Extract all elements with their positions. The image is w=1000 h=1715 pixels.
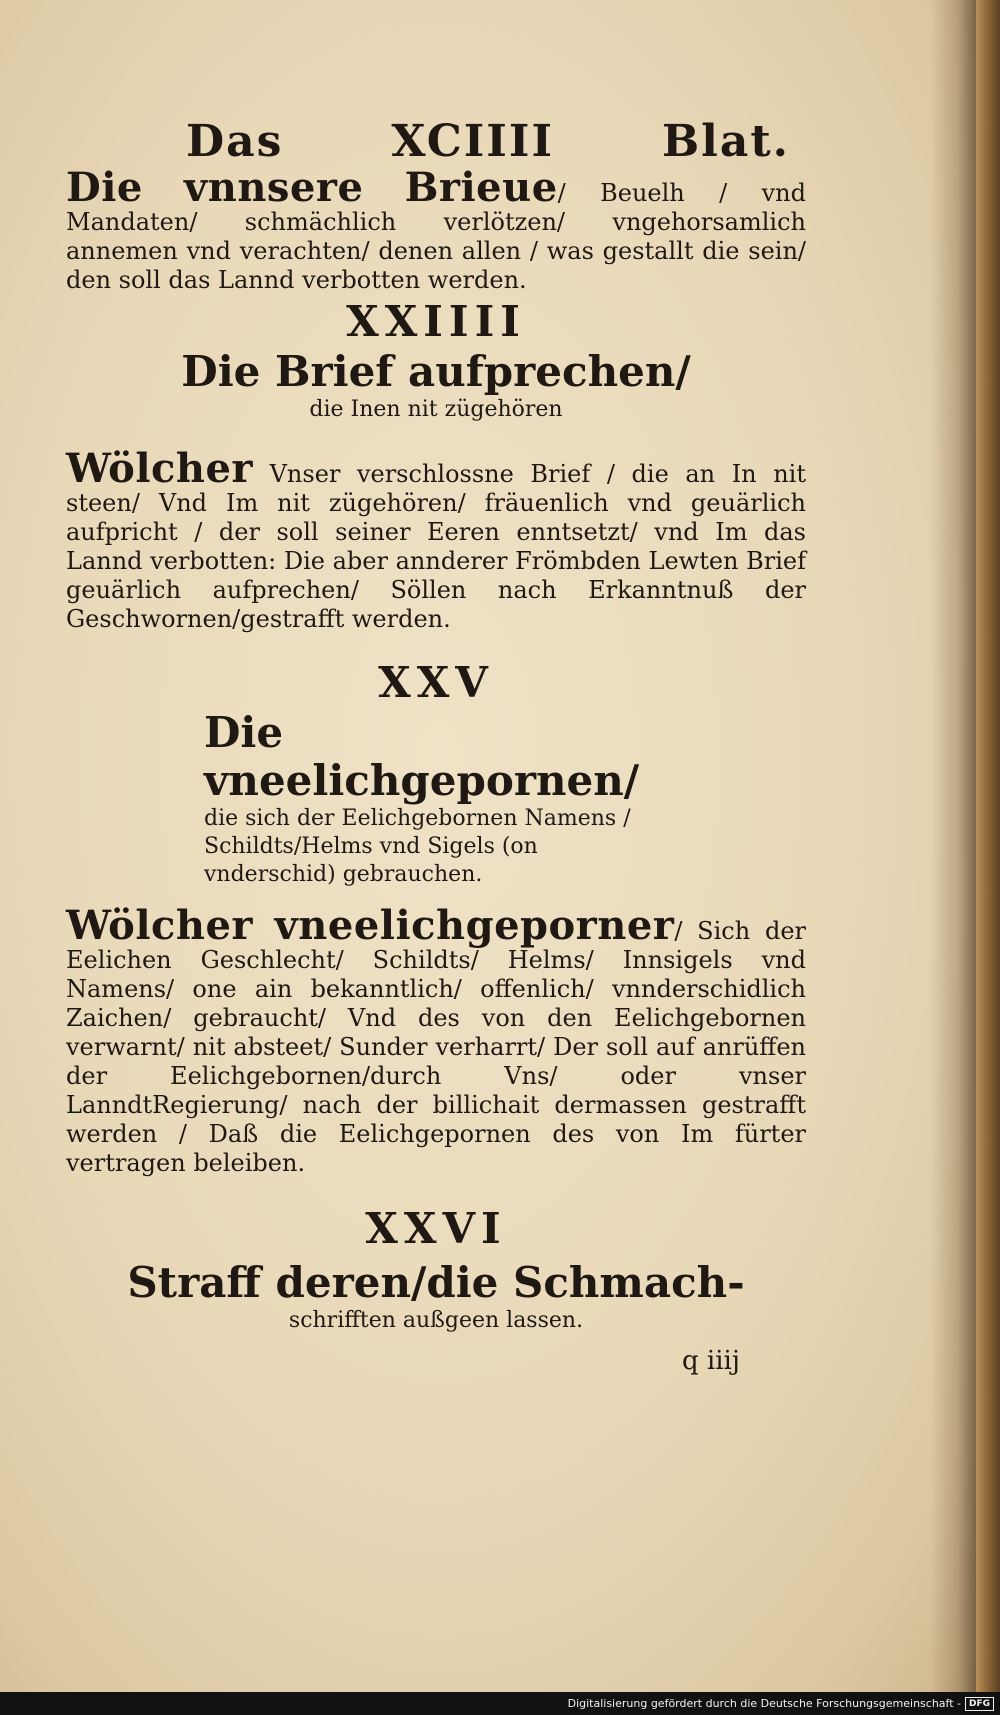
running-header (186, 116, 790, 167)
dfg-logo: DFG (965, 1697, 994, 1711)
section-subtitle-24: die Inen nit zügehören (309, 397, 563, 422)
section-number-24: XXIIII (346, 297, 526, 346)
section-heading-25 (204, 709, 674, 889)
section-number-25: XXV (378, 658, 494, 707)
header-right: Blat. (661, 116, 790, 167)
footer-credit: Digitalisierung gefördert durch die Deutsche Forschungsgemeinschaft - (567, 1697, 961, 1710)
paragraph-text: Vnser verschlossne Brief / die an In nit steen/ Vnd Im nit zügehören/ fräuenlich vnd geuärlich aufpricht / der soll seiner Eeren enntsetzt/ vnd Im das Lannd verbotten: Die aber annderer Frömbden Lewten Brief geuärlich aufprechen/ Söllen nach Erkanntnuß der Geschwornen/gestrafft werden. (66, 460, 806, 633)
page-gutter-shadow (930, 0, 976, 1692)
section-title-25: Die vneelichgepornen/ (204, 708, 640, 805)
section-title-26: Straff deren/die Schmach- (127, 1258, 745, 1307)
digitization-footer (0, 1692, 1000, 1715)
section-title-24: Die Brief aufprechen/ (181, 347, 691, 396)
paragraph-text: / Beuelh / vnd Mandaten/ schmächlich verlötzen/ vngehorsamlich annemen vnd verachten/ denen allen / was gestallt die sein/ den soll das Lannd verbotten werden. (66, 179, 806, 294)
signature-mark: q iiij (682, 1346, 740, 1376)
paragraph-woelcher-vneelich (66, 902, 806, 1178)
paragraph-lead: Wölcher (66, 445, 253, 492)
section-subtitle-26: schrifften außgeen lassen. (288, 1308, 584, 1333)
paragraph-lead: Wölcher vneelichgeporner (66, 902, 675, 949)
section-number-26: XXVI (365, 1204, 507, 1253)
paragraph-brieue (66, 164, 806, 295)
paragraph-woelcher-brief (66, 445, 806, 634)
paragraph-lead: Die vnnsere Brieue (66, 164, 558, 211)
section-subtitle-25: die sich der Eelichgebornen Namens / Schildts/Helms vnd Sigels (on vnderschid) gebrauchen. (204, 806, 631, 887)
paragraph-text: / Sich der Eelichen Geschlecht/ Schildts/ Helms/ Innsigels vnd Namens/ one ain bekanntlich/ offenlich/ vnnderschidlich Zaichen/ gebraucht/ Vnd des von den Eelichgebornen verwarnt/ nit absteet/ Sunder verharrt/ Der soll auf anrüffen der Eelichgebornen/durch Vns/ oder vnser LanndtRegierung/ nach der billichait dermassen gestrafft werden / Daß die Eelichgepornen des von Im fürter vertragen beleiben. (66, 917, 806, 1177)
book-binding-edge (976, 0, 1000, 1692)
folio-number: XCIIII (391, 116, 555, 167)
page-text (66, 108, 806, 1335)
header-left: Das (186, 116, 284, 167)
